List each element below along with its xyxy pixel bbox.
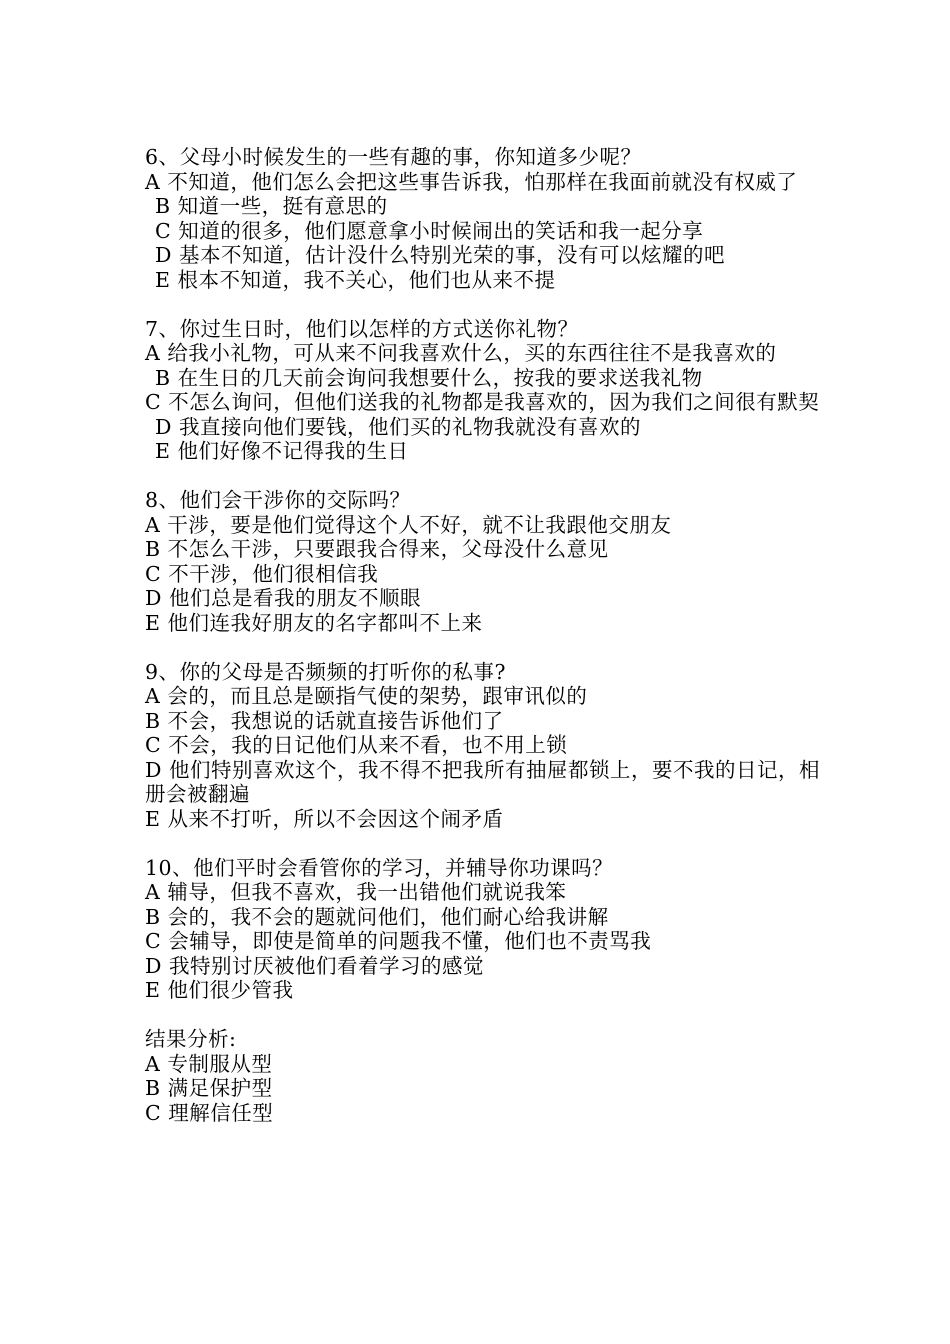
question-10 <box>145 856 825 1003</box>
option-a: A 给我小礼物，可从来不问我喜欢什么，买的东西往往不是我喜欢的 <box>145 341 777 365</box>
option-a: A 干涉，要是他们觉得这个人不好，就不让我跟他交朋友 <box>145 512 672 537</box>
question-6 <box>145 145 825 292</box>
option-d: D 他们总是看我的朋友不顺眼 <box>145 586 421 610</box>
option-e: E 他们连我好朋友的名字都叫不上来 <box>145 610 483 635</box>
question-title: 10、他们平时会看管你的学习，并辅导你功课吗？ <box>145 855 614 880</box>
option-c: C 知道的很多，他们愿意拿小时候闹出的笑话和我一起分享 <box>155 218 704 243</box>
option-d: D 我特别讨厌被他们看着学习的感觉 <box>145 953 484 978</box>
question-7 <box>145 317 825 464</box>
option-b: B 在生日的几天前会询问我想要什么，按我的要求送我礼物 <box>155 365 703 390</box>
document-page <box>145 145 825 1125</box>
option-a: A 会的，而且总是颐指气使的架势，跟审讯似的 <box>145 684 588 708</box>
option-c: C 会辅导，即使是简单的问题我不懂，他们也不责骂我 <box>145 929 652 953</box>
option-c: C 不怎么询问，但他们送我的礼物都是我喜欢的，因为我们之间很有默契 <box>145 390 820 414</box>
question-title: 8、他们会干涉你的交际吗？ <box>145 488 411 512</box>
option-c: C 不干涉，他们很相信我 <box>145 561 379 586</box>
option-b: B 不会，我想说的话就直接告诉他们了 <box>145 708 504 733</box>
results-analysis <box>145 1027 825 1125</box>
result-item-b: B 满足保护型 <box>145 1076 273 1100</box>
results-title: 结果分析: <box>145 1027 237 1051</box>
option-a: A 不知道，他们怎么会把这些事告诉我，怕那样在我面前就没有权威了 <box>145 169 798 194</box>
option-b: B 不怎么干涉，只要跟我合得来，父母没什么意见 <box>145 537 609 561</box>
option-b: B 知道一些，挺有意思的 <box>155 194 388 218</box>
question-title: 9、你的父母是否频频的打听你的私事? <box>145 659 507 684</box>
option-d: D 他们特别喜欢这个，我不得不把我所有抽屉都锁上，要不我的日记，相册会被翻遍 <box>145 757 820 806</box>
question-title: 6、父母小时候发生的一些有趣的事，你知道多少呢？ <box>145 145 642 169</box>
question-title: 7、你过生日时，他们以怎样的方式送你礼物？ <box>145 316 579 341</box>
question-9 <box>145 660 825 832</box>
option-b: B 会的，我不会的题就问他们，他们耐心给我讲解 <box>145 904 609 929</box>
option-e: E 根本不知道，我不关心，他们也从来不提 <box>155 267 556 292</box>
option-a: A 辅导，但我不喜欢，我一出错他们就说我笨 <box>145 880 567 904</box>
option-d: D 我直接向他们要钱，他们买的礼物我就没有喜欢的 <box>155 414 641 439</box>
option-d: D 基本不知道，估计没什么特别光荣的事，没有可以炫耀的吧 <box>155 243 725 267</box>
question-8 <box>145 488 825 635</box>
option-e: E 从来不打听，所以不会因这个闹矛盾 <box>145 806 504 831</box>
option-e: E 他们好像不记得我的生日 <box>155 439 409 463</box>
option-e: E 他们很少管我 <box>145 978 294 1002</box>
result-item-a: A 专制服从型 <box>145 1051 273 1076</box>
result-item-c: C 理解信任型 <box>145 1100 274 1125</box>
option-c: C 不会，我的日记他们从来不看，也不用上锁 <box>145 733 568 757</box>
